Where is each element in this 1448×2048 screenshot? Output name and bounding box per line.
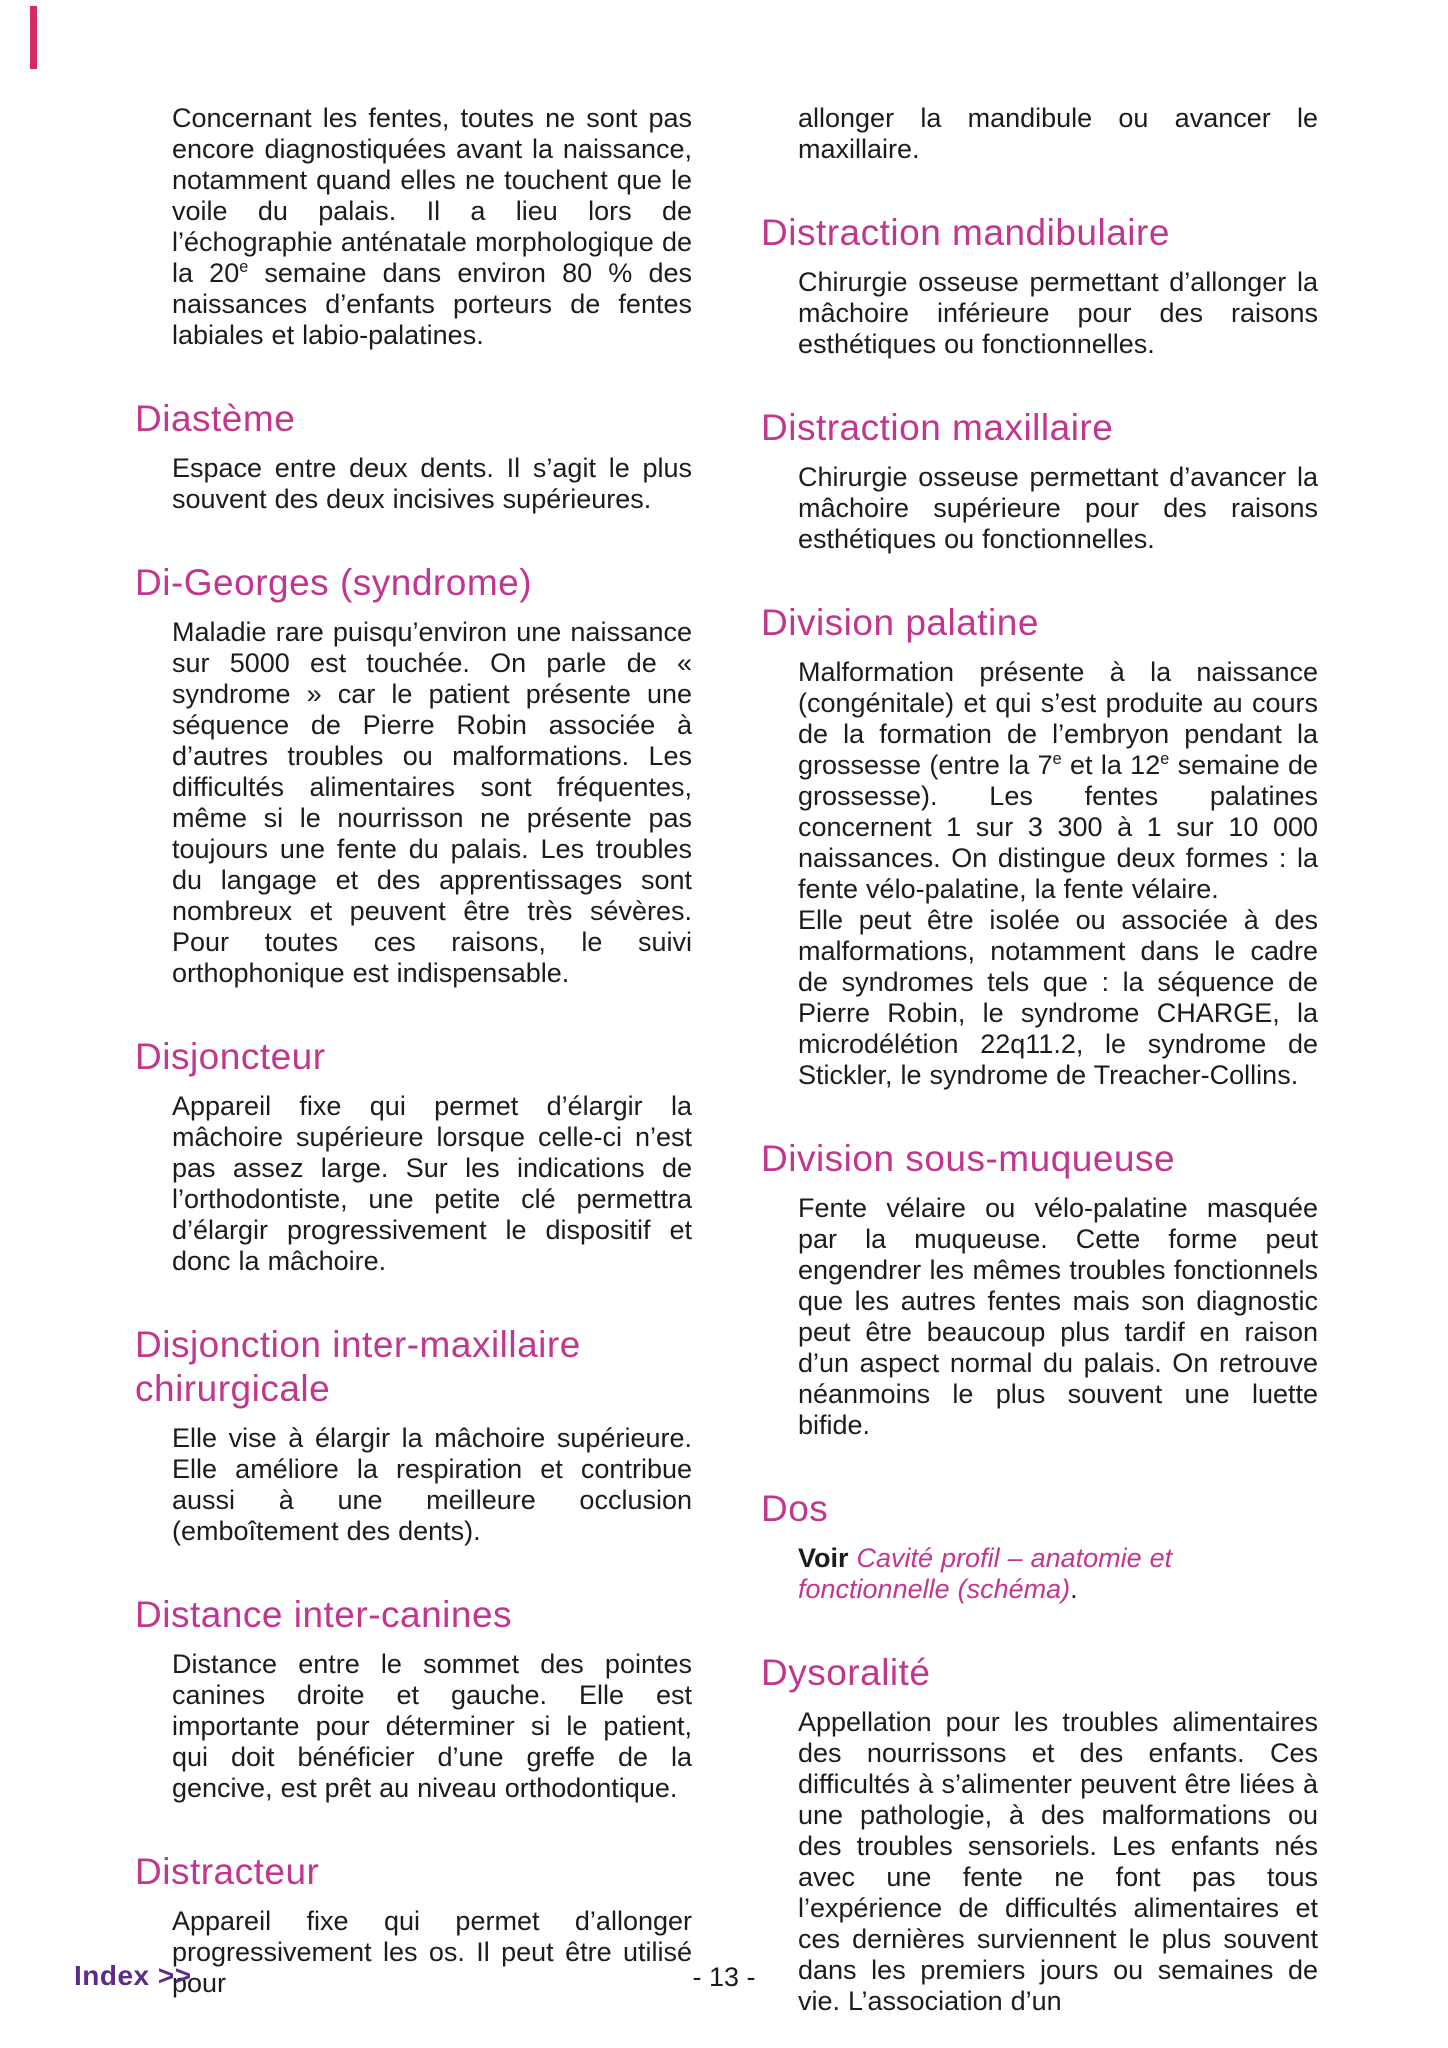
- entry-heading: Distance inter-canines: [135, 1594, 513, 1635]
- entry-heading: Division sous-muqueuse: [761, 1138, 1176, 1179]
- entry-paragraph: Chirurgie osseuse permettant d’allonger la mâchoire inférieure pour des raisons esthétiques ou fonctionnelles.: [798, 267, 1318, 359]
- entry-paragraph: Appareil fixe qui permet d’élargir la mâchoire supérieure lorsque celle-ci n’est pas assez large. Sur les indications de l’orthodontiste, une petite clé permettra d’élargir progressivement le dispositif et donc la mâchoire.: [172, 1091, 692, 1276]
- glossary-entry: [761, 406, 1318, 555]
- entry-heading: Division palatine: [761, 602, 1039, 643]
- entry-heading: Disjoncteur: [135, 1036, 326, 1077]
- entry-paragraph: [798, 1543, 1318, 1605]
- glossary-entry: [135, 1035, 692, 1277]
- entry-heading: Distraction mandibulaire: [761, 212, 1170, 253]
- entry-paragraph: Appellation pour les troubles alimentaires des nourrissons et des enfants. Ces difficultés à s’alimenter peuvent être liées à une pathologie, à des malformations ou des troubles sensoriels. Les enfants nés avec une fente ne font pas tous l’expérience de difficultés alimentaires et ces dernières surviennent le plus souvent dans les premiers jours ou semaines de vie. L’association d’un: [798, 1707, 1318, 2016]
- entry-heading: Diastème: [135, 398, 296, 439]
- left-column: [135, 103, 692, 1999]
- entry-paragraph: Elle vise à élargir la mâchoire supérieure. Elle améliore la respiration et contribue aussi à une meilleure occlusion (emboîtement des dents).: [172, 1423, 692, 1546]
- glossary-entry: [135, 561, 692, 989]
- entry-paragraph: Elle peut être isolée ou associée à des malformations, notamment dans le cadre de syndromes tels que : la séquence de Pierre Robin, le syndrome CHARGE, la microdélétion 22q11.2, le syndrome de Stickler, le syndrome de Treacher-Collins.: [798, 905, 1318, 1090]
- reference-text: .: [1070, 1574, 1078, 1604]
- glossary-entry: [761, 103, 1318, 165]
- glossary-entry: [761, 1487, 1318, 1605]
- entry-heading: Di-Georges (syndrome): [135, 562, 533, 603]
- glossary-entry: [761, 1137, 1318, 1441]
- entry-heading: Disjonction inter-maxillaire chirurgicale: [135, 1324, 581, 1409]
- entry-heading: Dysoralité: [761, 1652, 931, 1693]
- glossary-entry: [135, 103, 692, 351]
- entry-paragraph: Concernant les fentes, toutes ne sont pas encore diagnostiquées avant la naissance, notamment quand elles ne touchent que le voile du palais. Il a lieu lors de l’échographie anténatale morphologique de la 20e semaine dans environ 80 % des naissances d’enfants porteurs de fentes labiales et labio-palatines.: [172, 103, 692, 350]
- entry-heading: Distraction maxillaire: [761, 407, 1114, 448]
- entry-paragraph: Maladie rare puisqu’environ une naissance sur 5000 est touchée. On parle de « syndrome » car le patient présente une séquence de Pierre Robin associée à d’autres troubles ou malformations. Les difficultés alimentaires sont fréquentes, même si le nourrisson ne présente pas toujours une fente du palais. Les troubles du langage et des apprentissages sont nombreux et peuvent être très sévères. Pour toutes ces raisons, le suivi orthophonique est indispensable.: [172, 617, 692, 988]
- entry-paragraph: Fente vélaire ou vélo-palatine masquée par la muqueuse. Cette forme peut engendrer les mêmes troubles fonctionnels que les autres fentes mais son diagnostic peut être beaucoup plus tardif en raison d’un aspect normal du palais. On retrouve néanmoins le plus souvent une luette bifide.: [798, 1193, 1318, 1440]
- entry-paragraph: Malformation présente à la naissance (congénitale) et qui s’est produite au cours de la formation de l’embryon pendant la grossesse (entre la 7e et la 12e semaine de grossesse). Les fentes palatines concernent 1 sur 3 300 à 1 sur 10 000 naissances. On distingue deux formes : la fente vélo-palatine, la fente vélaire.: [798, 657, 1318, 904]
- entry-heading: Dos: [761, 1488, 829, 1529]
- reference-text: Voir: [798, 1543, 857, 1573]
- entry-paragraph: Chirurgie osseuse permettant d’avancer la mâchoire supérieure pour des raisons esthétiques ou fonctionnelles.: [798, 462, 1318, 554]
- accent-bar: [30, 6, 37, 69]
- page-number: - 13 -: [692, 1962, 756, 1992]
- glossary-entry: [761, 211, 1318, 360]
- right-column: [761, 103, 1318, 2017]
- index-link[interactable]: Index >>: [74, 1960, 192, 1991]
- glossary-entry: [135, 397, 692, 515]
- entry-paragraph: Espace entre deux dents. Il s’agit le plus souvent des deux incisives supérieures.: [172, 453, 692, 514]
- entry-heading: Distracteur: [135, 1851, 320, 1892]
- entry-paragraph: allonger la mandibule ou avancer le maxillaire.: [798, 103, 1318, 164]
- entry-paragraph: Distance entre le sommet des pointes canines droite et gauche. Elle est importante pour déterminer si le patient, qui doit bénéficier d’une greffe de la gencive, est prêt au niveau orthodontique.: [172, 1649, 692, 1803]
- entry-paragraph: Appareil fixe qui permet d’allonger progressivement les os. Il peut être utilisé pour: [172, 1906, 692, 1998]
- glossary-entry: [135, 1593, 692, 1804]
- glossary-entry: [761, 601, 1318, 1091]
- cross-reference-link[interactable]: Cavité profil – anatomie et fonctionnelle (schéma): [798, 1543, 1173, 1604]
- glossary-entry: [135, 1323, 692, 1547]
